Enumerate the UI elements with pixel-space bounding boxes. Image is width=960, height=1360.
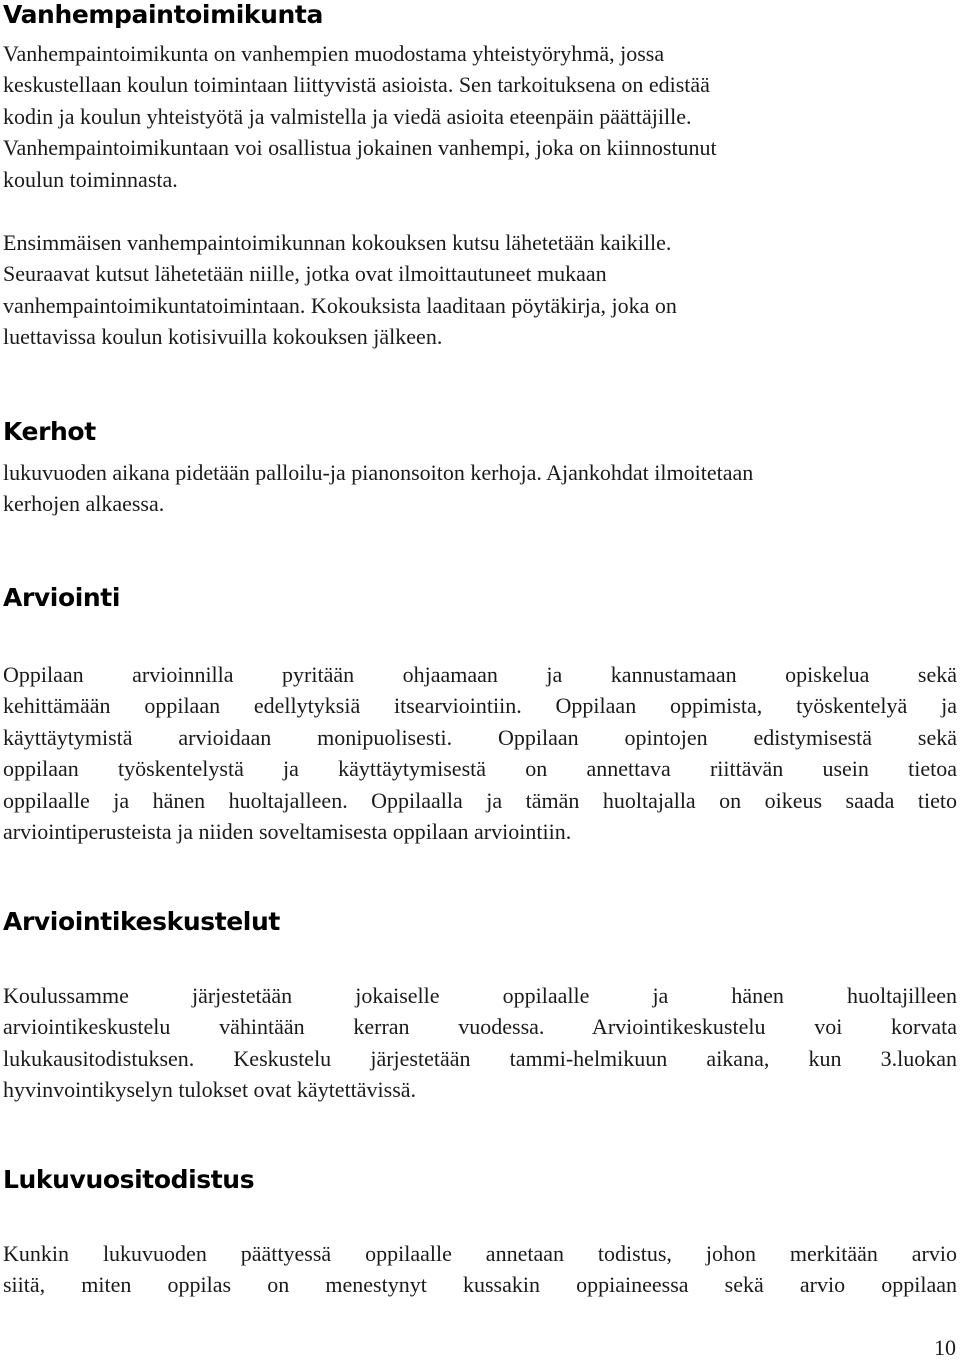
paragraph-line: hyvinvointikyselyn tulokset ovat käytettävissä. xyxy=(3,1077,417,1103)
paragraph-line: luettavissa koulun kotisivuilla kokouksen jälkeen. xyxy=(3,324,443,350)
section-paragraph xyxy=(3,980,957,1106)
section-paragraph xyxy=(3,457,957,520)
section-heading-kerhot: Kerhot xyxy=(3,417,96,446)
paragraph-line: oppilaalle ja hänen huoltajalleen. Oppilaalla ja tämän huoltajalla on oikeus saada tieto xyxy=(3,787,957,813)
section-heading-arviointi: Arviointi xyxy=(3,583,121,612)
paragraph-line: siitä, miten oppilas on menestynyt kussakin oppiaineessa sekä arvio oppilaan xyxy=(3,1272,957,1298)
paragraph-line: Oppilaan arvioinnilla pyritään ohjaamaan ja kannustamaan opiskelua sekä xyxy=(3,662,957,687)
paragraph-line: Koulussamme järjestetään jokaiselle oppilaalle ja hänen huoltajilleen xyxy=(3,983,957,1008)
paragraph-line: koulun toiminnasta. xyxy=(3,166,178,192)
paragraph-line: oppilaan työskentelystä ja käyttäytymisestä on annettava riittävän usein tietoa xyxy=(3,756,957,782)
paragraph-line: vanhempaintoimikuntatoimintaan. Kokouksista laaditaan pöytäkirja, joka on xyxy=(3,292,677,318)
paragraph-line: käyttäytymistä arvioidaan monipuolisesti. Oppilaan opintojen edistymisestä sekä xyxy=(3,724,957,750)
page-number: 10 xyxy=(934,1335,956,1360)
section-paragraph xyxy=(3,227,957,353)
paragraph-line: arviointiperusteista ja niiden soveltamisesta oppilaan arviointiin. xyxy=(3,819,572,845)
paragraph-line: arviointikeskustelu vähintään kerran vuodessa. Arviointikeskustelu voi korvata xyxy=(3,1014,957,1040)
section-paragraph xyxy=(3,1238,957,1301)
section-paragraph xyxy=(3,38,957,195)
paragraph-line: Ensimmäisen vanhempaintoimikunnan kokouksen kutsu lähetetään kaikille. xyxy=(3,230,672,255)
paragraph-line: Seuraavat kutsut lähetetään niille, jotka ovat ilmoittautuneet mukaan xyxy=(3,261,607,287)
paragraph-line: Vanhempaintoimikuntaan voi osallistua jokainen vanhempi, joka on kiinnostunut xyxy=(3,135,717,161)
paragraph-line: kerhojen alkaessa. xyxy=(3,491,165,517)
paragraph-line: keskustellaan koulun toimintaan liittyvistä asioista. Sen tarkoituksena on edistää xyxy=(3,72,710,98)
section-heading-arviointikeskustelut: Arviointikeskustelut xyxy=(3,907,280,936)
section-heading-lukuvuositodistus: Lukuvuositodistus xyxy=(3,1165,255,1194)
paragraph-line: lukuvuoden aikana pidetään palloilu-ja pianonsoiton kerhoja. Ajankohdat ilmoitetaan xyxy=(3,460,754,485)
paragraph-line: kodin ja koulun yhteistyötä ja valmistella ja viedä asioita eteenpäin päättäjille. xyxy=(3,103,692,129)
paragraph-line: Vanhempaintoimikunta on vanhempien muodostama yhteistyöryhmä, jossa xyxy=(3,41,665,66)
paragraph-line: Kunkin lukuvuoden päättyessä oppilaalle annetaan todistus, johon merkitään arvio xyxy=(3,1241,957,1266)
paragraph-line: kehittämään oppilaan edellytyksiä itsearviointiin. Oppilaan oppimista, työskentelyä ja xyxy=(3,693,957,719)
paragraph-line: lukukausitodistuksen. Keskustelu järjestetään tammi-helmikuun aikana, kun 3.luokan xyxy=(3,1045,957,1071)
section-paragraph xyxy=(3,659,957,847)
section-heading-vanhempaintoimikunta: Vanhempaintoimikunta xyxy=(3,0,323,29)
